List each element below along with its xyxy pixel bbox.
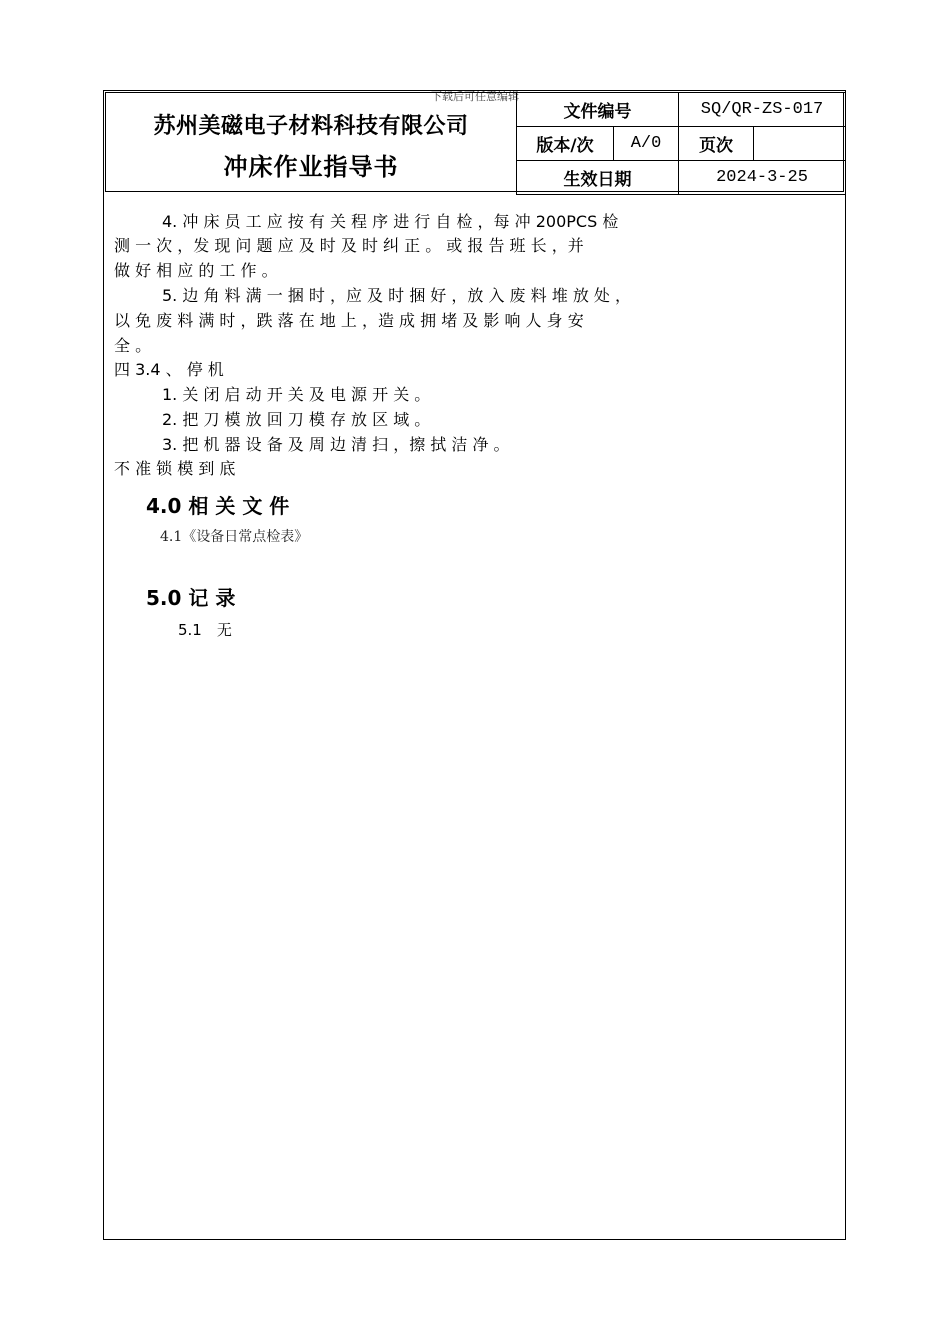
stop-step-3: 3. 把 机 器 设 备 及 周 边 清 扫 ，擦 拭 洁 净 。 xyxy=(162,435,510,454)
effective-date-label: 生效日期 xyxy=(517,161,679,195)
page-value xyxy=(754,127,846,161)
item4-line1: 4. 冲 床 员 工 应 按 有 关 程 序 进 行 自 检 ，每 冲 200PCS 检 xyxy=(162,212,619,231)
watermark-text: 下载后可任意编辑 xyxy=(431,90,519,103)
document-title: 冲床作业指导书 xyxy=(223,152,399,181)
document-header xyxy=(105,92,844,192)
item5-line3: 全 。 xyxy=(114,336,152,355)
related-documents-heading: 4.0 相 关 文 件 xyxy=(146,494,290,518)
doc-number-value: SQ/QR-ZS-017 xyxy=(679,93,846,127)
section-3-4-stop: 四 3.4 、 停 机 xyxy=(114,360,224,379)
item4-line2: 测 一 次 ，发 现 问 题 应 及 时 及 时 纠 正 。 或 报 告 班 长 ，并 xyxy=(114,236,584,255)
item5-line1: 5. 边 角 料 满 一 捆 时 ，应 及 时 捆 好 ，放 入 废 料 堆 放 处 ， xyxy=(162,286,631,305)
item5-line2: 以 免 废 料 满 时 ，跌 落 在 地 上 ，造 成 拥 堵 及 影 响 人 身 安 xyxy=(114,311,584,330)
stop-step-1: 1. 关 闭 启 动 开 关 及 电 源 开 关 。 xyxy=(162,385,431,404)
records-heading: 5.0 记 录 xyxy=(146,586,236,610)
company-block xyxy=(106,93,516,191)
related-document-item: 4.1《设备日常点检表》 xyxy=(160,529,309,545)
company-name: 苏州美磁电子材料科技有限公司 xyxy=(153,113,469,139)
item4-line3: 做 好 相 应 的 工 作 。 xyxy=(114,261,278,280)
page-label: 页次 xyxy=(679,127,754,161)
records-item: 5.1 无 xyxy=(178,621,232,639)
stop-note: 不 准 锁 模 到 底 xyxy=(114,459,236,478)
version-label: 版本/次 xyxy=(517,127,614,161)
doc-number-label: 文件编号 xyxy=(517,93,679,127)
version-value: A/0 xyxy=(614,127,679,161)
document-meta-table xyxy=(516,92,846,195)
stop-step-2: 2. 把 刀 模 放 回 刀 模 存 放 区 域 。 xyxy=(162,410,431,429)
effective-date-value: 2024-3-25 xyxy=(679,161,846,195)
